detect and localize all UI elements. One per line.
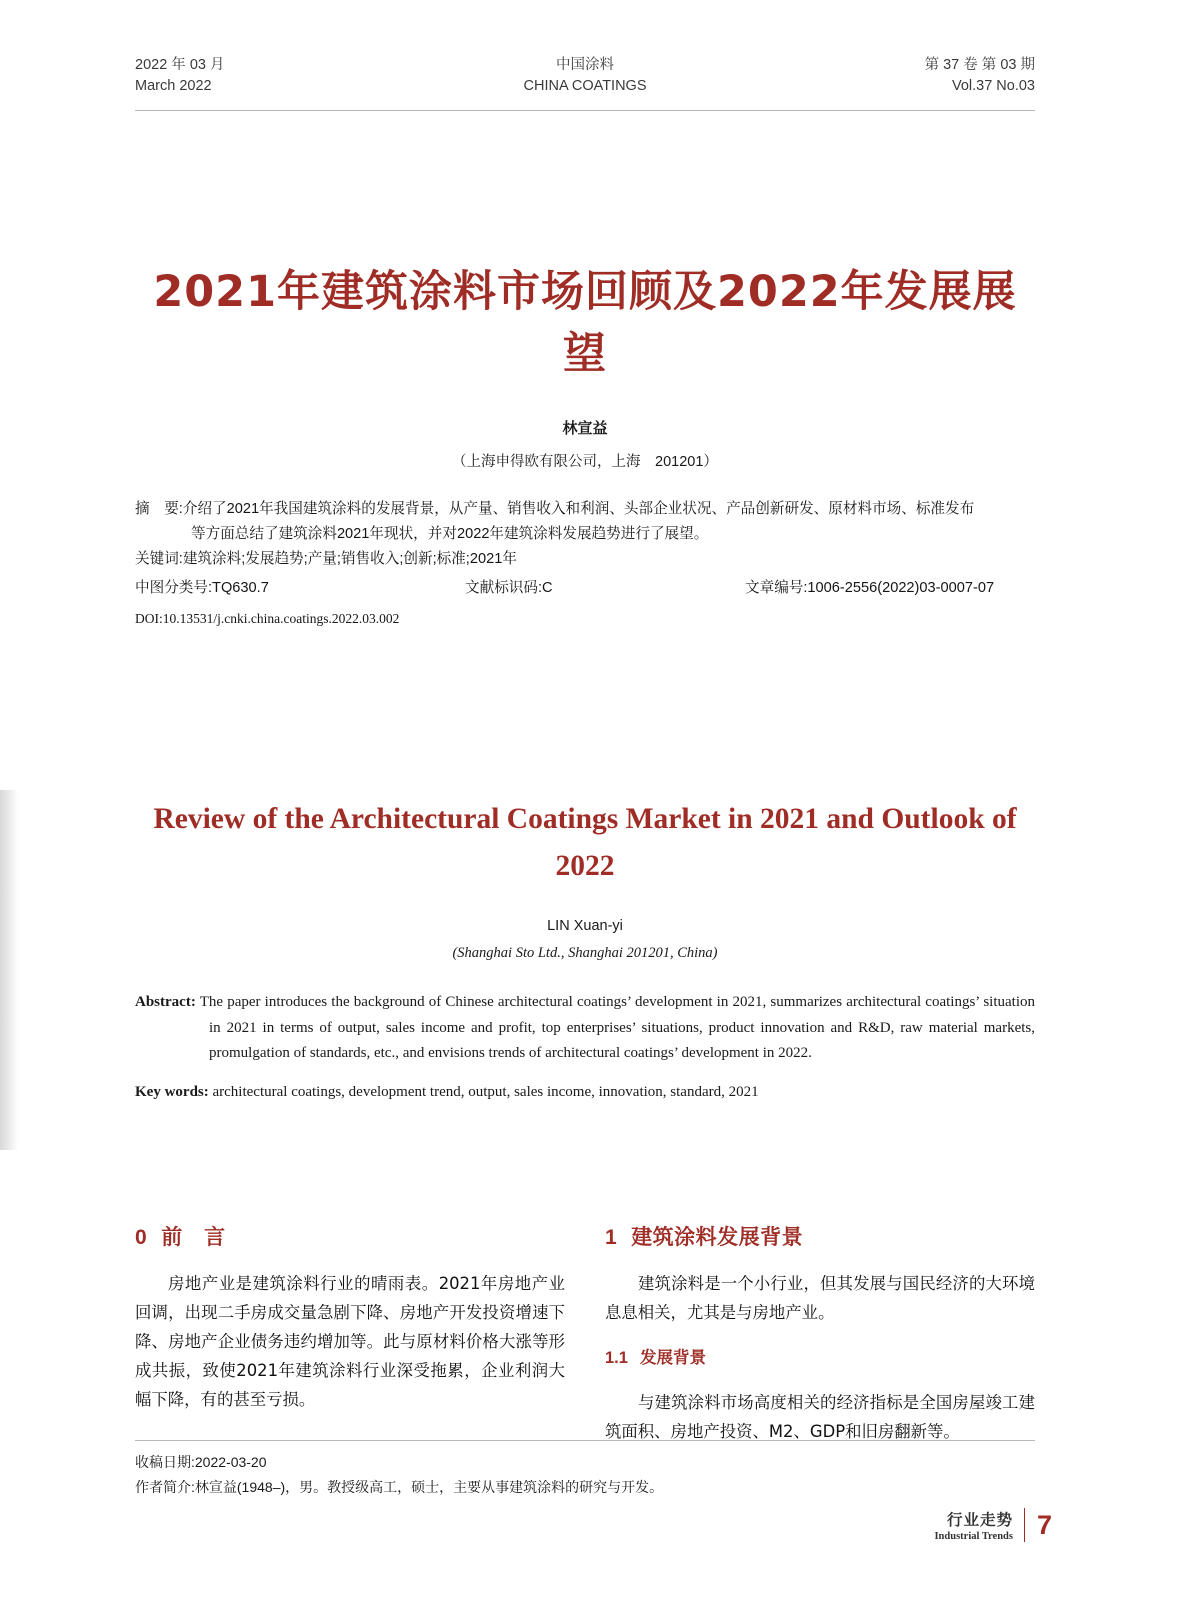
footer-divider bbox=[1024, 1508, 1025, 1542]
running-head bbox=[135, 55, 1035, 111]
article-meta-cn bbox=[135, 576, 1035, 601]
abstract-text-cn-cont: 等方面总结了建筑涂料2021年现状，并对2022年建筑涂料发展趋势进行了展望。 bbox=[191, 526, 709, 542]
subsection-heading-1-1 bbox=[605, 1344, 1035, 1372]
footer-section-label bbox=[934, 1508, 1024, 1542]
section-number-1: 1 bbox=[605, 1226, 618, 1249]
volume-issue-en: Vol.37 No.03 bbox=[951, 78, 1035, 94]
body-column-right bbox=[605, 1223, 1035, 1463]
page-number: 7 bbox=[1036, 1510, 1052, 1540]
section-title-0: 前 言 bbox=[161, 1226, 226, 1249]
article-number: 文章编号:1006-2556(2022)03-0007-07 bbox=[745, 580, 995, 596]
section-heading-0 bbox=[135, 1223, 565, 1253]
subsection-number-1-1: 1.1 bbox=[605, 1348, 628, 1367]
abstract-en-paragraph bbox=[135, 990, 1035, 1067]
volume-issue-cn: 第 37 卷 第 03 期 bbox=[924, 57, 1035, 73]
page-footer bbox=[934, 1508, 1052, 1542]
received-date: 收稿日期:2022-03-20 bbox=[135, 1454, 267, 1470]
running-head-center bbox=[135, 55, 1035, 97]
page-content bbox=[135, 0, 1035, 1500]
running-head-date-cn: 2022 年 03 月 bbox=[135, 57, 225, 73]
running-head-right bbox=[925, 55, 1035, 97]
abstract-block-cn bbox=[135, 497, 1035, 631]
abstract-block-en bbox=[135, 990, 1035, 1105]
affiliation-cn: （上海申得欧有限公司，上海 201201） bbox=[452, 454, 718, 470]
author-cn: 林宣益 bbox=[562, 420, 608, 437]
abstract-text-en: The paper introduces the background of Chinese architectural coatings’ development in 2021, summarizes architectural coatings’ situation in 2021 in terms of output, sales income and profit, top enterprises’ situations, product innovation and R&D, raw material markets, promulgation of standards, etc., and envisions trends of architectural coatings’ development in 2022. bbox=[195, 994, 1035, 1061]
abstract-label-cn: 摘 要: bbox=[135, 501, 183, 517]
footer-section-cn: 行业走势 bbox=[946, 1512, 1013, 1529]
document-code: 文献标识码:C bbox=[465, 580, 553, 596]
subsection-title-1-1: 发展背景 bbox=[639, 1348, 706, 1367]
keywords-label-cn: 关键词: bbox=[135, 551, 183, 567]
title-en: Review of the Architectural Coatings Market in 2021 and Outlook of 2022 bbox=[153, 803, 1017, 882]
title-cn: 2021年建筑涂料市场回顾及2022年发展展望 bbox=[153, 267, 1017, 379]
page-edge-artifact bbox=[0, 790, 18, 1150]
journal-name-en: CHINA COATINGS bbox=[523, 78, 647, 94]
keywords-row-cn bbox=[135, 547, 1035, 572]
abstract-text-cn: 介绍了2021年我国建筑涂料的发展背景，从产量、销售收入和利润、头部企业状况、产品创新研发、原材料市场、标准发布 bbox=[182, 501, 975, 517]
footer-section-en: Industrial Trends bbox=[934, 1531, 1013, 1542]
section-heading-1 bbox=[605, 1223, 1035, 1253]
affiliation-en: (Shanghai Sto Ltd., Shanghai 201201, China) bbox=[452, 945, 718, 961]
keywords-text-en: architectural coatings, development trend, output, sales income, innovation, standard, 2021 bbox=[208, 1083, 759, 1100]
abstract-label-en: Abstract: bbox=[135, 994, 196, 1010]
author-bio: 作者简介:林宣益(1948–)，男。教授级高工，硕士，主要从事建筑涂料的研究与开发。 bbox=[135, 1479, 664, 1495]
section-1-1-paragraph: 与建筑涂料市场高度相关的经济指标是全国房屋竣工建筑面积、房地产投资、M2、GDP和旧房翻新等。 bbox=[605, 1393, 1035, 1442]
abstract-row-cn bbox=[135, 497, 1035, 522]
section-0-paragraph: 房地产业是建筑涂料行业的晴雨表。2021年房地产业回调，出现二手房成交量急剧下降、房地产开发投资增速下降、房地产企业债务违约增加等。此与原材料价格大涨等形成共振，致使2021年建筑涂料行业深受拖累，企业利润大幅下降，有的甚至亏损。 bbox=[135, 1274, 565, 1410]
keywords-text-cn: 建筑涂料;发展趋势;产量;销售收入;创新;标准;2021年 bbox=[182, 551, 517, 567]
clc-number: 中图分类号:TQ630.7 bbox=[135, 580, 269, 596]
body-columns bbox=[135, 1223, 1035, 1442]
section-title-1: 建筑涂料发展背景 bbox=[631, 1226, 804, 1249]
keywords-label-en: Key words: bbox=[135, 1083, 209, 1100]
section-1-paragraph: 建筑涂料是一个小行业，但其发展与国民经济的大环境息息相关，尤其是与房地产业。 bbox=[605, 1274, 1035, 1323]
author-en: LIN Xuan-yi bbox=[547, 918, 623, 934]
keywords-en-paragraph bbox=[135, 1080, 1035, 1106]
doi: DOI:10.13531/j.cnki.china.coatings.2022.03.002 bbox=[135, 611, 400, 626]
journal-name-cn: 中国涂料 bbox=[556, 57, 614, 73]
running-head-date-en: March 2022 bbox=[135, 78, 212, 94]
section-number-0: 0 bbox=[135, 1226, 148, 1249]
body-column-left bbox=[135, 1223, 565, 1431]
